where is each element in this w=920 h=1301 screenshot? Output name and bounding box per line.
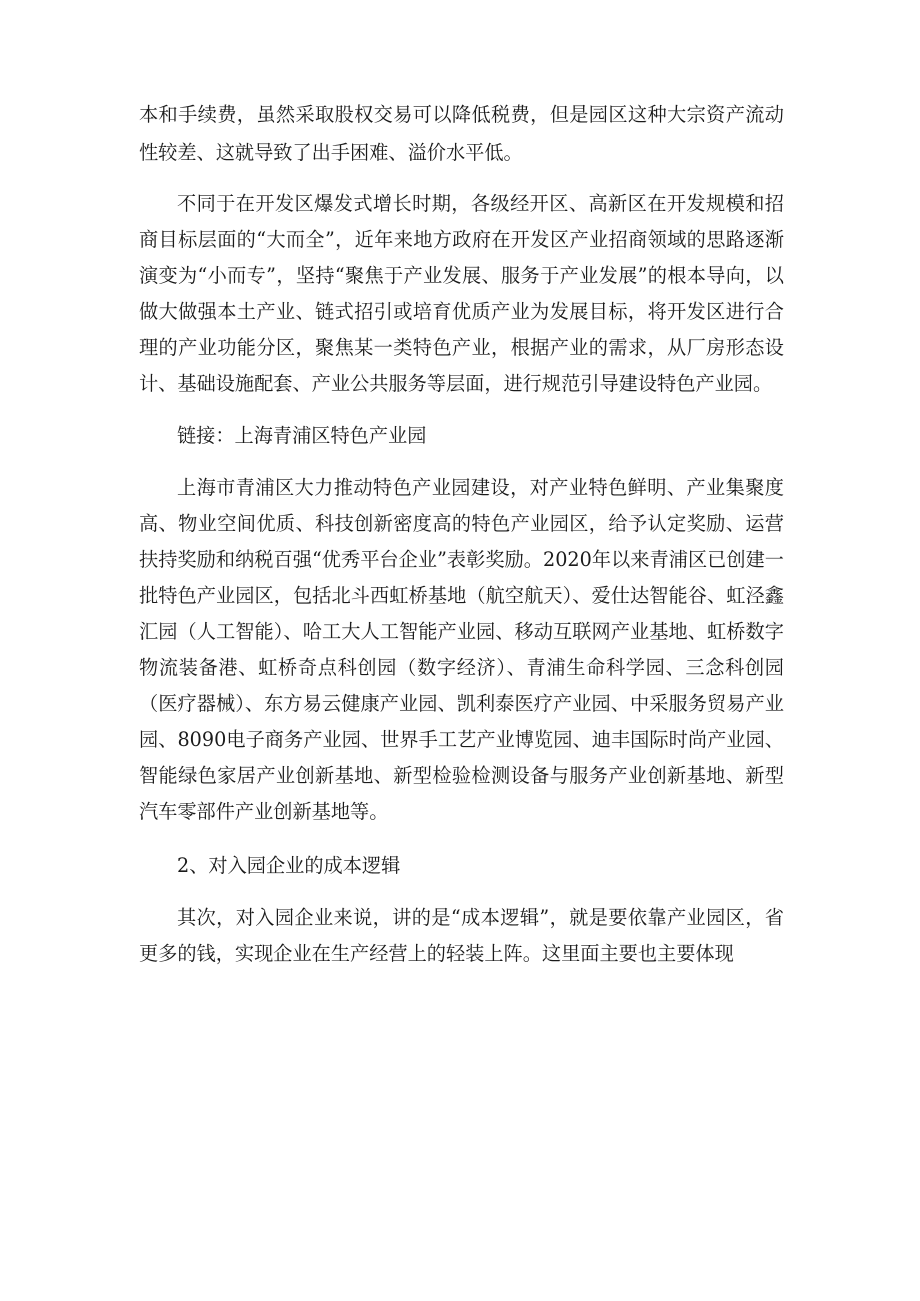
section-heading-cost-logic: 2、对入园企业的成本逻辑 bbox=[177, 854, 401, 877]
paragraph-qingpu-parks: 上海市青浦区大力推动特色产业园建设，对产业特色鲜明、产业集聚度高、物业空间优质、科技创新密度高的特色产业园区，给予认定奖励、运营扶持奖励和纳税百强“优秀平台企业”表彰奖励。2020年以来青浦区已创建一批特色产业园区，包括北斗西虹桥基地（航空航天）、爱仕达智能谷、虹泾鑫汇园（人工智能）、哈工大人工智能产业园、移动互联网产业基地、虹桥数字物流装备港、虹桥奇点科创园（数字经济）、青浦生命科学园、三念科创园（医疗器械）、东方易云健康产业园、凯利泰医疗产业园、中采服务贸易产业园、8090电子商务产业园、世界手工艺产业博览园、迪丰国际时尚产业园、智能绿色家居产业创新基地、新型检验检测设备与服务产业创新基地、新型汽车零部件产业创新基地等。 bbox=[139, 476, 784, 823]
paragraph-cost-logic: 其次，对入园企业来说，讲的是“成本逻辑”，就是要依靠产业园区，省更多的钱，实现企业在生产经营上的轻装上阵。这里面主要也主要体现 bbox=[139, 906, 784, 965]
document-body bbox=[139, 96, 784, 972]
paragraph-continuation: 本和手续费，虽然采取股权交易可以降低税费，但是园区这种大宗资产流动性较差、这就导致了出手困难、溢价水平低。 bbox=[139, 103, 784, 164]
paragraph-development-zone: 不同于在开发区爆发式增长时期，各级经开区、高新区在开发规模和招商目标层面的“大而全”，近年来地方政府在开发区产业招商领域的思路逐渐演变为“小而专”，坚持“聚焦于产业发展、服务于产业发展”的根本导向，以做大做强本土产业、链式招引或培育优质产业为发展目标，将开发区进行合理的产业功能分区，聚焦某一类特色产业，根据产业的需求，从厂房形态设计、基础设施配套、产业公共服务等层面，进行规范引导建设特色产业园。 bbox=[139, 192, 784, 395]
paragraph-link-heading: 链接：上海青浦区特色产业园 bbox=[177, 424, 427, 447]
